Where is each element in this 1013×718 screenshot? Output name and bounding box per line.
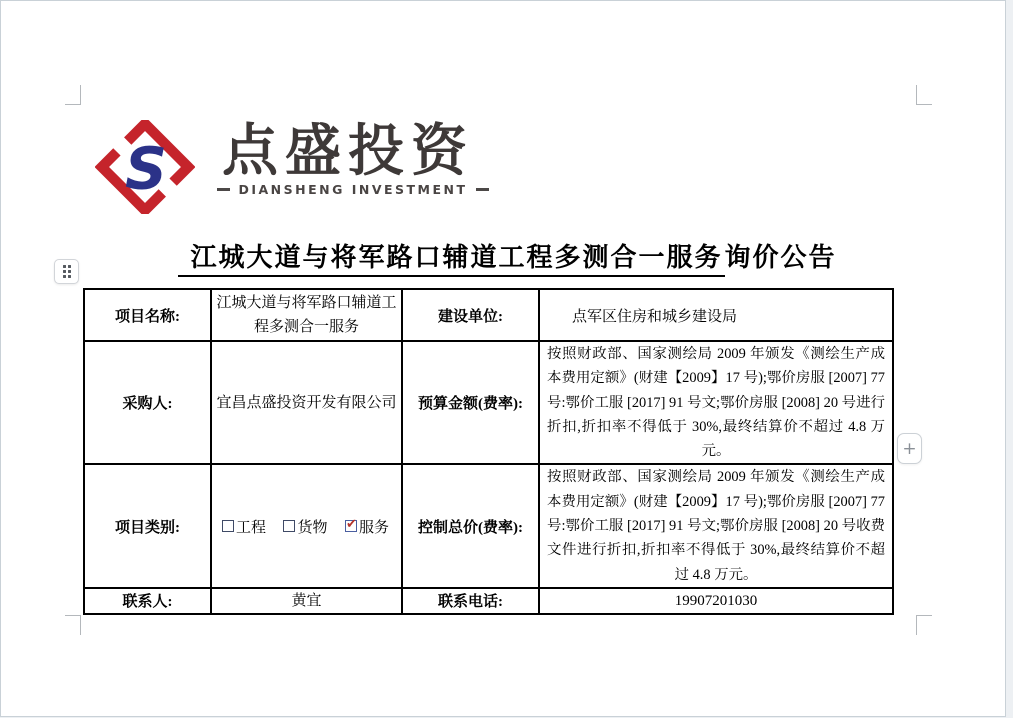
table-row (84, 341, 893, 464)
logo-subtitle: DIANSHENG INVESTMENT (238, 182, 468, 197)
table-move-handle[interactable] (54, 259, 79, 284)
svg-text:S: S (124, 134, 167, 203)
value-contact-person: 黄宜 (211, 588, 402, 614)
notice-table (83, 288, 894, 615)
option-goods[interactable]: 货物 (283, 516, 327, 537)
value-contact-phone: 19907201030 (539, 588, 893, 614)
margin-mark-top-right (916, 85, 932, 105)
table-row (84, 464, 893, 587)
logo-subtitle-rule (217, 182, 489, 197)
page-title-underlined: 江城大道与将军路口辅道工程多测合一服务 (178, 243, 724, 277)
margin-mark-bottom-left (65, 615, 81, 635)
diansheng-diamond-logo-icon (95, 120, 195, 214)
drag-dots-icon (63, 265, 71, 278)
checkbox-service-checked-icon[interactable] (345, 520, 357, 532)
table-row (84, 588, 893, 614)
label-budget-amount: 预算金额(费率): (402, 341, 539, 464)
rule-dash-left (217, 188, 230, 191)
option-service[interactable]: ✔ 服务 (345, 516, 389, 537)
margin-mark-bottom-right (916, 615, 932, 635)
value-project-name: 江城大道与将军路口辅道工程多测合一服务 (211, 289, 402, 341)
rule-dash-right (476, 188, 489, 191)
logo-wordmark: 点盛投资 (222, 119, 474, 184)
label-contact-person: 联系人: (84, 588, 211, 614)
value-construction-unit: 点军区住房和城乡建设局 (539, 289, 893, 341)
label-purchaser: 采购人: (84, 341, 211, 464)
checkbox-goods-icon[interactable] (283, 520, 295, 532)
table-row (84, 289, 893, 341)
page-title-plain: 询价公告 (724, 243, 837, 272)
value-control-price: 按照财政部、国家测绘局 2009 年颁发《测绘生产成本费用定额》(财建【2009】17 号);鄂价房服 [2007] 77 号:鄂价工服 [2017] 91 号文;鄂价房服 [2008] 20 号收费文件进行折扣,折扣率不得低于 30%,最终结算价不超过 4.8 万元。 (539, 464, 893, 587)
label-project-name: 项目名称: (84, 289, 211, 341)
checkbox-engineering-icon[interactable] (222, 520, 234, 532)
label-construction-unit: 建设单位: (402, 289, 539, 341)
page-title (1, 237, 1013, 274)
label-control-price: 控制总价(费率): (402, 464, 539, 587)
value-project-category (211, 464, 402, 587)
label-project-category: 项目类别: (84, 464, 211, 587)
value-purchaser: 宜昌点盛投资开发有限公司 (211, 341, 402, 464)
label-contact-phone: 联系电话: (402, 588, 539, 614)
plus-icon: + (902, 438, 917, 459)
table-insert-button[interactable] (897, 433, 922, 464)
option-engineering[interactable]: 工程 (222, 516, 266, 537)
margin-mark-top-left (65, 85, 81, 105)
value-budget-amount: 按照财政部、国家测绘局 2009 年颁发《测绘生产成本费用定额》(财建【2009】17 号);鄂价房服 [2007] 77 号:鄂价工服 [2017] 91 号文;鄂价房服 [2008] 20 号进行折扣,折扣率不得低于 30%,最终结算价不超过 4.8 万元。 (539, 341, 893, 464)
